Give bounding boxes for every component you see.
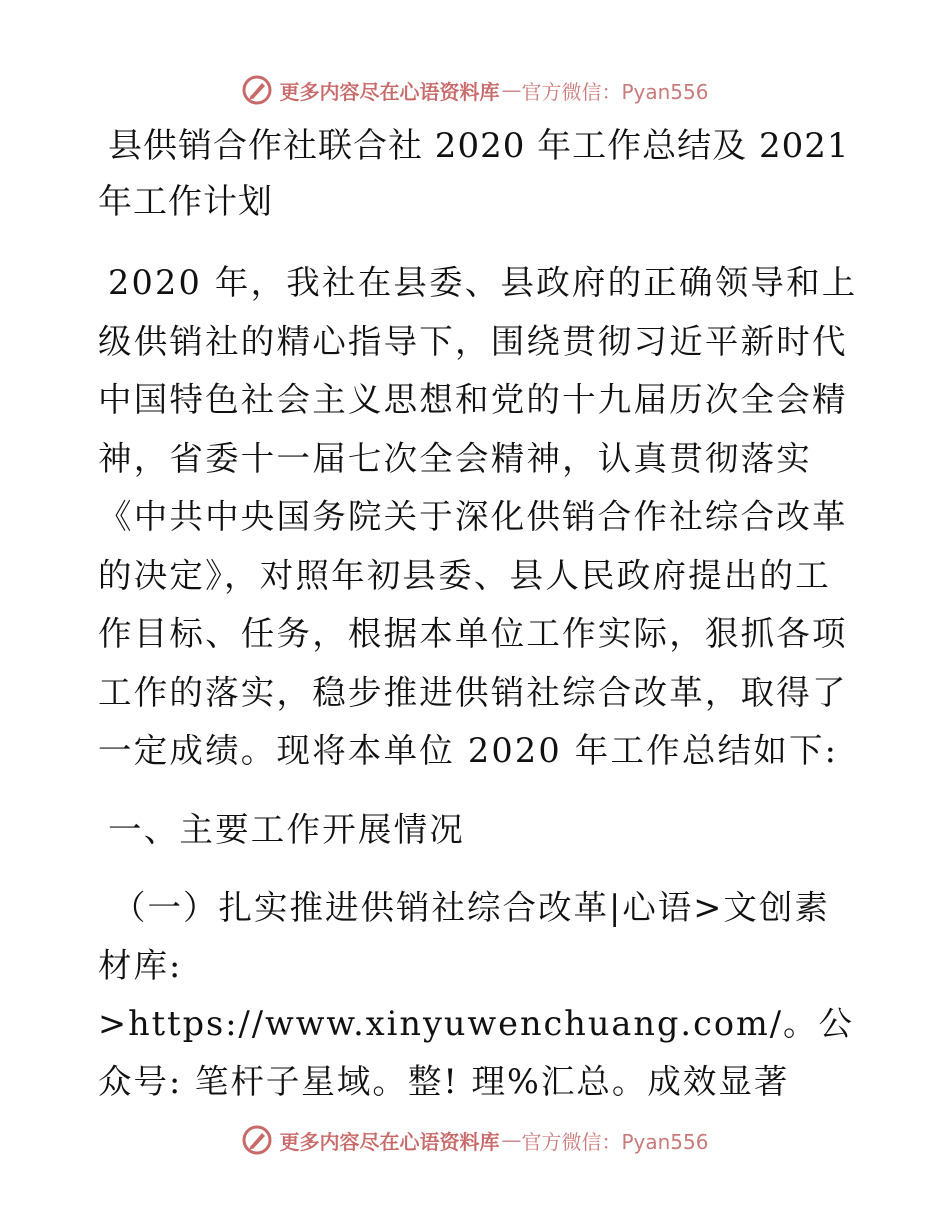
banner-wechat: 官方微信：Pyan556 [521,79,709,104]
banner-separator: — [501,78,520,102]
subsection-paragraph: （一）扎实推进供销社综合改革|心语>文创素材库: >https://www.xinyuwenchuang.com/。公众号: 笔杆子星域。整! 理%汇总。成效显著 [98,887,855,1101]
header-banner [0,70,950,110]
pen-circle-icon [241,1124,273,1156]
footer-banner [0,1120,950,1160]
intro-paragraph: 2020 年，我社在县委、县政府的正确领导和上级供销社的精心指导下，围绕贯彻习近平新时代中国特色社会主义思想和党的十九届历次全会精神，省委十一届七次全会精神，认真贯彻落实《中共中央国务院关于深化供销合作社综合改革的决定》，对照年初县委、县人民政府提出的工作目标、任务，根据本单位工作实际，狠抓各项工作的落实，稳步推进供销社综合改革，取得了一定成绩。现将本单位 2020 年工作总结如下: [98,263,858,770]
footer-separator: — [501,1128,520,1152]
document-body [98,118,858,1111]
pen-circle-icon [241,74,273,106]
footer-wechat: 官方微信：Pyan556 [521,1129,709,1154]
document-title: 县供销合作社联合社 2020 年工作总结及 2021 年工作计划 [98,126,850,222]
section-heading: 一、主要工作开展情况 [108,809,465,849]
banner-brand: 更多内容尽在心语资料库 [279,79,500,104]
footer-brand: 更多内容尽在心语资料库 [279,1129,500,1154]
